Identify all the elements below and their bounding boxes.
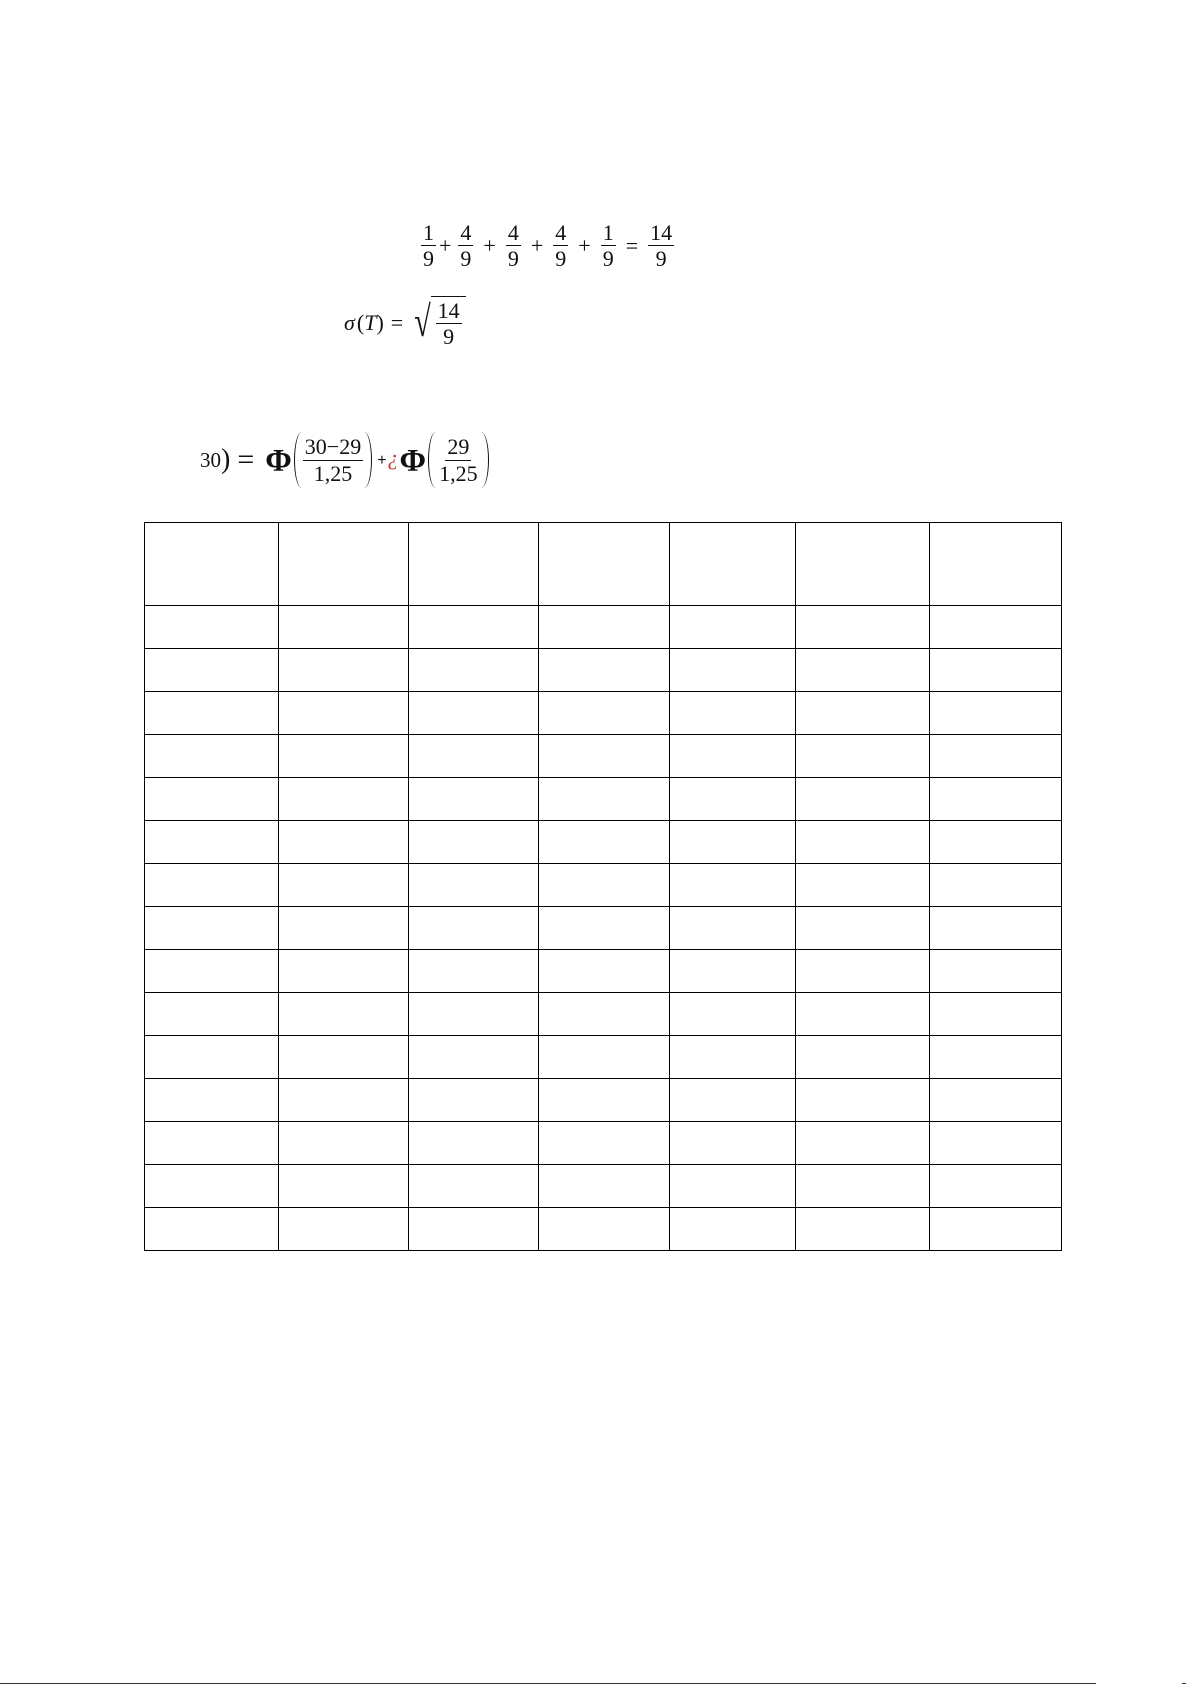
table-cell	[409, 1165, 539, 1208]
table-cell	[279, 950, 409, 993]
table-cell	[539, 1122, 670, 1165]
table-cell	[539, 649, 670, 692]
table-cell	[145, 993, 279, 1036]
table-cell	[670, 523, 796, 606]
table-cell	[796, 907, 930, 950]
table-cell	[409, 606, 539, 649]
table-cell	[930, 1036, 1062, 1079]
table-cell	[930, 1122, 1062, 1165]
fraction-numerator: 1	[423, 220, 434, 245]
fraction-denominator: 1,25	[313, 460, 353, 486]
table-row	[145, 778, 1062, 821]
sqrt-radicand	[431, 296, 466, 350]
plus-sign: +	[530, 232, 544, 258]
fraction-term-2	[458, 220, 473, 272]
table-cell	[796, 993, 930, 1036]
fraction-numerator: 4	[507, 220, 519, 245]
table-cell	[145, 523, 279, 606]
page-footer-mark	[1182, 1683, 1186, 1684]
fraction-numerator: 1	[602, 220, 614, 245]
table-cell	[409, 950, 539, 993]
table-header-row	[145, 523, 1062, 606]
table-cell	[796, 1036, 930, 1079]
fraction-term-5	[601, 220, 616, 272]
table-row	[145, 692, 1062, 735]
table-cell	[670, 1165, 796, 1208]
table-cell	[409, 523, 539, 606]
fraction-denominator: 9	[460, 246, 472, 272]
fraction-denominator: 9	[507, 246, 519, 272]
table-cell	[930, 523, 1062, 606]
sigma-formula	[344, 296, 466, 350]
fraction-term-4	[553, 220, 568, 272]
table-cell	[796, 692, 930, 735]
table-cell	[279, 1122, 409, 1165]
sqrt-icon: √	[414, 298, 431, 346]
table-cell	[930, 1079, 1062, 1122]
left-paren: (	[356, 309, 365, 335]
fraction-term-3	[506, 220, 521, 272]
sum-formula	[418, 220, 677, 272]
table-row	[145, 1079, 1062, 1122]
equals-sign: =	[237, 443, 255, 476]
table-row	[145, 1165, 1062, 1208]
plus-sign: +	[483, 232, 496, 258]
table-row	[145, 649, 1062, 692]
table-cell	[145, 907, 279, 950]
table-row	[145, 1036, 1062, 1079]
table-cell	[930, 692, 1062, 735]
phi-formula	[200, 432, 491, 488]
table-cell	[796, 1165, 930, 1208]
fraction-denominator: 9	[655, 246, 667, 272]
fraction-phi-2	[437, 434, 480, 486]
table-cell	[145, 1165, 279, 1208]
sigma-symbol: σ	[344, 309, 355, 335]
table-cell	[796, 649, 930, 692]
table-cell	[539, 1079, 670, 1122]
table-cell	[670, 907, 796, 950]
table-cell	[539, 606, 670, 649]
table-cell	[796, 950, 930, 993]
table-cell	[145, 778, 279, 821]
table-body	[145, 523, 1062, 1251]
fraction-numerator: 14	[650, 220, 673, 245]
fraction-numerator: 4	[460, 220, 472, 245]
table-cell	[279, 1079, 409, 1122]
table-cell	[409, 735, 539, 778]
table-cell	[930, 649, 1062, 692]
table-cell	[279, 523, 409, 606]
fraction-denominator: 9	[443, 324, 455, 350]
close-paren: )	[221, 444, 231, 475]
table-cell	[930, 821, 1062, 864]
equals-sign: =	[625, 232, 639, 258]
fraction-result	[648, 220, 674, 272]
table-cell	[145, 692, 279, 735]
table-cell	[279, 735, 409, 778]
right-paren: )	[376, 309, 384, 335]
table-cell	[796, 1208, 930, 1251]
table-cell	[539, 735, 670, 778]
table-cell	[930, 950, 1062, 993]
data-table	[144, 522, 1062, 1251]
fraction-numerator: 14	[437, 298, 460, 323]
table-row	[145, 821, 1062, 864]
table-cell	[409, 778, 539, 821]
table-row	[145, 907, 1062, 950]
table-cell	[539, 821, 670, 864]
variable-t: T	[364, 309, 377, 335]
table-cell	[145, 1079, 279, 1122]
table-cell	[670, 1079, 796, 1122]
table-cell	[539, 993, 670, 1036]
table-row	[145, 735, 1062, 778]
table-cell	[796, 606, 930, 649]
table-cell	[409, 1208, 539, 1251]
table-cell	[796, 735, 930, 778]
table-cell	[796, 864, 930, 907]
fraction-numerator: 4	[555, 220, 567, 245]
table-cell	[145, 1036, 279, 1079]
table-cell	[930, 864, 1062, 907]
fraction-phi-1	[303, 434, 363, 486]
table-row	[145, 950, 1062, 993]
table-cell	[539, 1036, 670, 1079]
table-cell	[279, 993, 409, 1036]
table-cell	[145, 1208, 279, 1251]
table-cell	[279, 907, 409, 950]
table-cell	[145, 606, 279, 649]
fraction-numerator: 29	[447, 434, 470, 460]
table-cell	[409, 1036, 539, 1079]
table-row	[145, 606, 1062, 649]
table-cell	[145, 950, 279, 993]
table-cell	[670, 1036, 796, 1079]
table-cell	[539, 778, 670, 821]
table-cell	[930, 778, 1062, 821]
table-row	[145, 1208, 1062, 1251]
table-cell	[930, 993, 1062, 1036]
table-cell	[279, 606, 409, 649]
fraction-denominator: 9	[602, 246, 614, 272]
table-cell	[539, 692, 670, 735]
table-cell	[930, 907, 1062, 950]
table-cell	[670, 993, 796, 1036]
table-cell	[279, 692, 409, 735]
table-cell	[670, 1122, 796, 1165]
table-cell	[539, 523, 670, 606]
table-cell	[670, 606, 796, 649]
table-cell	[279, 821, 409, 864]
table-cell	[279, 649, 409, 692]
table-cell	[279, 1036, 409, 1079]
fraction-term-1	[421, 220, 436, 272]
table-cell	[930, 606, 1062, 649]
fraction-denominator: 1,25	[439, 460, 478, 486]
plus-sign: +	[578, 232, 591, 258]
table-cell	[145, 821, 279, 864]
table-cell	[279, 1165, 409, 1208]
page-footer-line	[0, 1683, 1096, 1684]
table-cell	[279, 1208, 409, 1251]
fraction-denominator: 9	[555, 246, 567, 272]
table-cell	[539, 907, 670, 950]
table-cell	[670, 735, 796, 778]
table-cell	[539, 950, 670, 993]
table-cell	[145, 735, 279, 778]
table-cell	[279, 864, 409, 907]
fraction-denominator: 9	[423, 246, 434, 272]
table-cell	[409, 864, 539, 907]
table-row	[145, 864, 1062, 907]
plus-sign: +	[377, 452, 387, 469]
table-cell	[796, 1122, 930, 1165]
table-cell	[930, 735, 1062, 778]
phi-argument-1	[294, 432, 372, 488]
fraction-numerator: 30−29	[304, 434, 362, 460]
table-cell	[796, 1079, 930, 1122]
table-cell	[145, 864, 279, 907]
table-cell	[796, 821, 930, 864]
table-cell	[930, 1208, 1062, 1251]
table-cell	[409, 1122, 539, 1165]
equals-sign: =	[390, 309, 404, 335]
phi-symbol: Φ	[399, 442, 427, 478]
table-cell	[670, 692, 796, 735]
inverted-question-mark: ¿	[387, 445, 399, 470]
table-cell	[409, 649, 539, 692]
table-cell	[930, 1165, 1062, 1208]
table-cell	[670, 778, 796, 821]
plus-sign: +	[439, 232, 452, 258]
table-cell	[279, 778, 409, 821]
fraction-radicand	[436, 298, 462, 350]
table-cell	[670, 864, 796, 907]
table-row	[145, 993, 1062, 1036]
table-cell	[670, 821, 796, 864]
table-cell	[145, 1122, 279, 1165]
table-cell	[409, 907, 539, 950]
table-cell	[670, 649, 796, 692]
table-cell	[796, 778, 930, 821]
phi-symbol: Φ	[265, 442, 292, 478]
phi-argument-2	[428, 432, 489, 488]
table-cell	[409, 821, 539, 864]
table-cell	[539, 1165, 670, 1208]
table-cell	[539, 1208, 670, 1251]
table-cell	[145, 649, 279, 692]
table-cell	[539, 864, 670, 907]
square-root	[414, 296, 465, 350]
table-cell	[409, 993, 539, 1036]
table-cell	[409, 1079, 539, 1122]
table-cell	[670, 950, 796, 993]
empty-table	[144, 522, 1061, 1250]
lead-number: 30	[200, 447, 221, 472]
table-cell	[670, 1208, 796, 1251]
table-cell	[409, 692, 539, 735]
table-row	[145, 1122, 1062, 1165]
table-cell	[796, 523, 930, 606]
